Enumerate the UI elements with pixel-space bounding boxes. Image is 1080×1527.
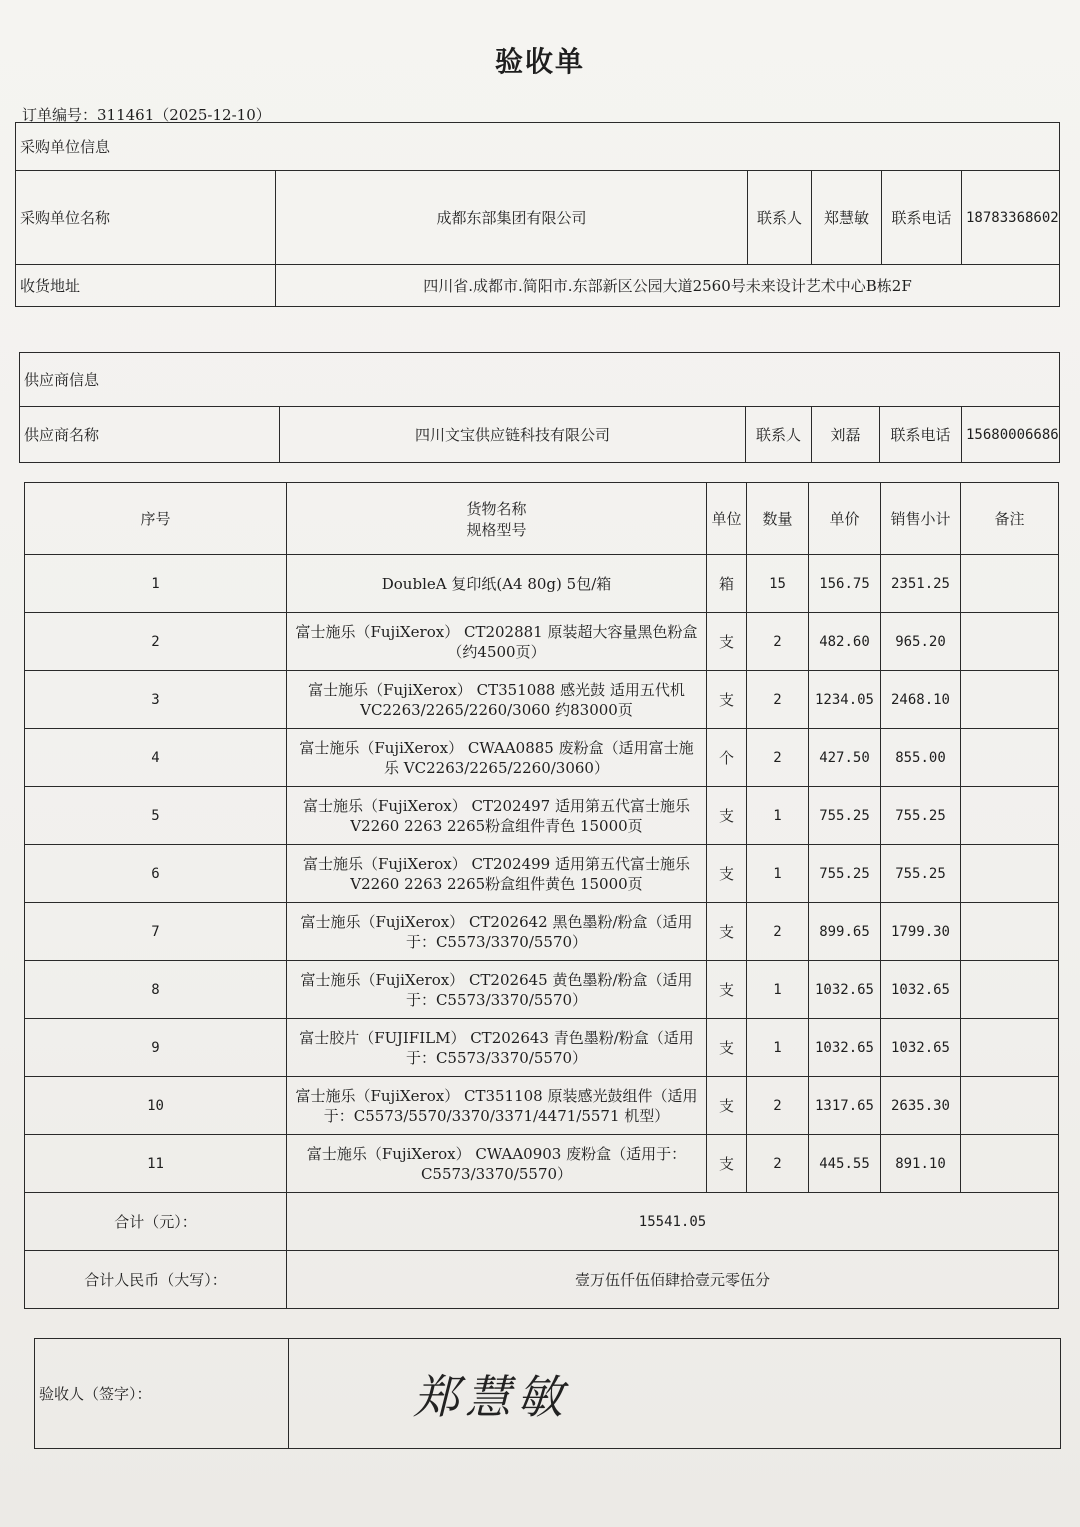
row-price: 1317.65 xyxy=(809,1077,881,1135)
row-seq: 10 xyxy=(25,1077,287,1135)
row-subtotal: 2351.25 xyxy=(881,555,961,613)
row-seq: 11 xyxy=(25,1135,287,1193)
row-remark xyxy=(961,729,1059,787)
row-seq: 4 xyxy=(25,729,287,787)
supplier-contact-label: 联系人 xyxy=(746,407,812,463)
row-unit: 支 xyxy=(707,613,747,671)
row-name: 富士施乐（FujiXerox） CT202499 适用第五代富士施乐 V2260 2263 2265粉盒组件黄色 15000页 xyxy=(287,845,707,903)
table-row xyxy=(25,1077,1059,1135)
goods-header-row xyxy=(25,483,1059,555)
row-unit: 个 xyxy=(707,729,747,787)
row-unit: 支 xyxy=(707,903,747,961)
header-qty: 数量 xyxy=(747,483,809,555)
row-remark xyxy=(961,1135,1059,1193)
header-subtotal: 销售小计 xyxy=(881,483,961,555)
buyer-contact: 郑慧敏 xyxy=(812,171,882,265)
row-remark xyxy=(961,787,1059,845)
total-cn-value: 壹万伍仟伍佰肆拾壹元零伍分 xyxy=(287,1251,1059,1309)
row-subtotal: 1032.65 xyxy=(881,1019,961,1077)
row-qty: 2 xyxy=(747,1135,809,1193)
row-subtotal: 855.00 xyxy=(881,729,961,787)
row-remark xyxy=(961,671,1059,729)
buyer-name: 成都东部集团有限公司 xyxy=(276,171,748,265)
row-subtotal: 2635.30 xyxy=(881,1077,961,1135)
row-seq: 8 xyxy=(25,961,287,1019)
row-name: 富士施乐（FujiXerox） CWAA0903 废粉盒（适用于：C5573/3370/5570） xyxy=(287,1135,707,1193)
row-price: 1032.65 xyxy=(809,1019,881,1077)
row-price: 156.75 xyxy=(809,555,881,613)
row-qty: 1 xyxy=(747,961,809,1019)
buyer-section-label: 采购单位信息 xyxy=(16,123,1060,171)
row-price: 482.60 xyxy=(809,613,881,671)
row-remark xyxy=(961,845,1059,903)
row-name: 富士施乐（FujiXerox） CT351108 原装感光鼓组件（适用于：C5573/5570/3370/3371/4471/5571 机型） xyxy=(287,1077,707,1135)
order-number: 订单编号：311461（2025-12-10） xyxy=(22,106,271,124)
row-seq: 1 xyxy=(25,555,287,613)
row-subtotal: 1799.30 xyxy=(881,903,961,961)
row-remark xyxy=(961,555,1059,613)
row-seq: 3 xyxy=(25,671,287,729)
row-qty: 2 xyxy=(747,613,809,671)
row-remark xyxy=(961,961,1059,1019)
header-price: 单价 xyxy=(809,483,881,555)
table-row xyxy=(25,1019,1059,1077)
row-unit: 支 xyxy=(707,1135,747,1193)
total-value: 15541.05 xyxy=(287,1193,1059,1251)
buyer-phone: 18783368602 xyxy=(962,171,1060,265)
row-remark xyxy=(961,903,1059,961)
row-price: 755.25 xyxy=(809,787,881,845)
row-seq: 7 xyxy=(25,903,287,961)
header-name xyxy=(287,483,707,555)
header-name-line1: 货物名称 xyxy=(466,499,527,518)
header-remark: 备注 xyxy=(961,483,1059,555)
row-name: 富士施乐（FujiXerox） CT202645 黄色墨粉/粉盒（适用于：C5573/3370/5570） xyxy=(287,961,707,1019)
signature-cell xyxy=(289,1339,1061,1449)
document-title: 验收单 xyxy=(494,45,585,78)
table-row xyxy=(25,903,1059,961)
row-unit: 支 xyxy=(707,1019,747,1077)
row-price: 427.50 xyxy=(809,729,881,787)
row-name: 富士施乐（FujiXerox） CWAA0885 废粉盒（适用富士施乐 VC2263/2265/2260/3060） xyxy=(287,729,707,787)
supplier-phone-label: 联系电话 xyxy=(880,407,962,463)
row-name: 富士胶片（FUJIFILM） CT202643 青色墨粉/粉盒（适用于：C5573/3370/5570） xyxy=(287,1019,707,1077)
row-price: 1234.05 xyxy=(809,671,881,729)
buyer-table xyxy=(15,122,1060,307)
buyer-address-label: 收货地址 xyxy=(16,265,276,307)
supplier-name-label: 供应商名称 xyxy=(20,407,280,463)
row-qty: 2 xyxy=(747,903,809,961)
row-qty: 1 xyxy=(747,787,809,845)
table-row xyxy=(25,671,1059,729)
supplier-phone: 15680006686 xyxy=(962,407,1060,463)
header-unit: 单位 xyxy=(707,483,747,555)
header-name-line2: 规格型号 xyxy=(466,520,527,539)
table-row xyxy=(25,961,1059,1019)
row-name: 富士施乐（FujiXerox） CT202497 适用第五代富士施乐 V2260 2263 2265粉盒组件青色 15000页 xyxy=(287,787,707,845)
row-price: 445.55 xyxy=(809,1135,881,1193)
supplier-name: 四川文宝供应链科技有限公司 xyxy=(280,407,746,463)
row-subtotal: 965.20 xyxy=(881,613,961,671)
row-subtotal: 755.25 xyxy=(881,845,961,903)
header-seq: 序号 xyxy=(25,483,287,555)
row-qty: 1 xyxy=(747,1019,809,1077)
row-price: 899.65 xyxy=(809,903,881,961)
table-row xyxy=(25,787,1059,845)
supplier-contact: 刘磊 xyxy=(812,407,880,463)
row-price: 755.25 xyxy=(809,845,881,903)
row-subtotal: 2468.10 xyxy=(881,671,961,729)
table-row xyxy=(25,555,1059,613)
row-qty: 2 xyxy=(747,671,809,729)
row-unit: 支 xyxy=(707,671,747,729)
row-unit: 箱 xyxy=(707,555,747,613)
row-qty: 15 xyxy=(747,555,809,613)
supplier-table xyxy=(19,352,1060,463)
handwritten-signature: 郑慧敏 xyxy=(413,1369,569,1424)
row-name: 富士施乐（FujiXerox） CT351088 感光鼓 适用五代机 VC2263/2265/2260/3060 约83000页 xyxy=(287,671,707,729)
acceptance-label: 验收人（签字）： xyxy=(35,1339,289,1449)
row-name: 富士施乐（FujiXerox） CT202642 黑色墨粉/粉盒（适用于：C5573/3370/5570） xyxy=(287,903,707,961)
row-remark xyxy=(961,613,1059,671)
total-label: 合计（元）： xyxy=(25,1193,287,1251)
row-unit: 支 xyxy=(707,1077,747,1135)
row-qty: 1 xyxy=(747,845,809,903)
goods-table xyxy=(24,482,1059,1309)
total-cn-label: 合计人民币（大写）： xyxy=(25,1251,287,1309)
row-unit: 支 xyxy=(707,961,747,1019)
row-name: 富士施乐（FujiXerox） CT202881 原装超大容量黑色粉盒（约4500页） xyxy=(287,613,707,671)
buyer-address: 四川省.成都市.简阳市.东部新区公园大道2560号未来设计艺术中心B栋2F xyxy=(276,265,1060,307)
supplier-section-label: 供应商信息 xyxy=(20,353,1060,407)
row-qty: 2 xyxy=(747,729,809,787)
row-seq: 9 xyxy=(25,1019,287,1077)
row-unit: 支 xyxy=(707,845,747,903)
buyer-phone-label: 联系电话 xyxy=(882,171,962,265)
row-price: 1032.65 xyxy=(809,961,881,1019)
row-seq: 5 xyxy=(25,787,287,845)
row-subtotal: 1032.65 xyxy=(881,961,961,1019)
table-row xyxy=(25,729,1059,787)
table-row xyxy=(25,845,1059,903)
row-seq: 6 xyxy=(25,845,287,903)
buyer-name-label: 采购单位名称 xyxy=(16,171,276,265)
row-remark xyxy=(961,1077,1059,1135)
acceptance-table xyxy=(34,1338,1061,1449)
buyer-contact-label: 联系人 xyxy=(748,171,812,265)
row-qty: 2 xyxy=(747,1077,809,1135)
row-unit: 支 xyxy=(707,787,747,845)
row-subtotal: 755.25 xyxy=(881,787,961,845)
table-row xyxy=(25,1135,1059,1193)
row-seq: 2 xyxy=(25,613,287,671)
row-subtotal: 891.10 xyxy=(881,1135,961,1193)
row-remark xyxy=(961,1019,1059,1077)
table-row xyxy=(25,613,1059,671)
row-name: DoubleA 复印纸(A4 80g) 5包/箱 xyxy=(287,555,707,613)
